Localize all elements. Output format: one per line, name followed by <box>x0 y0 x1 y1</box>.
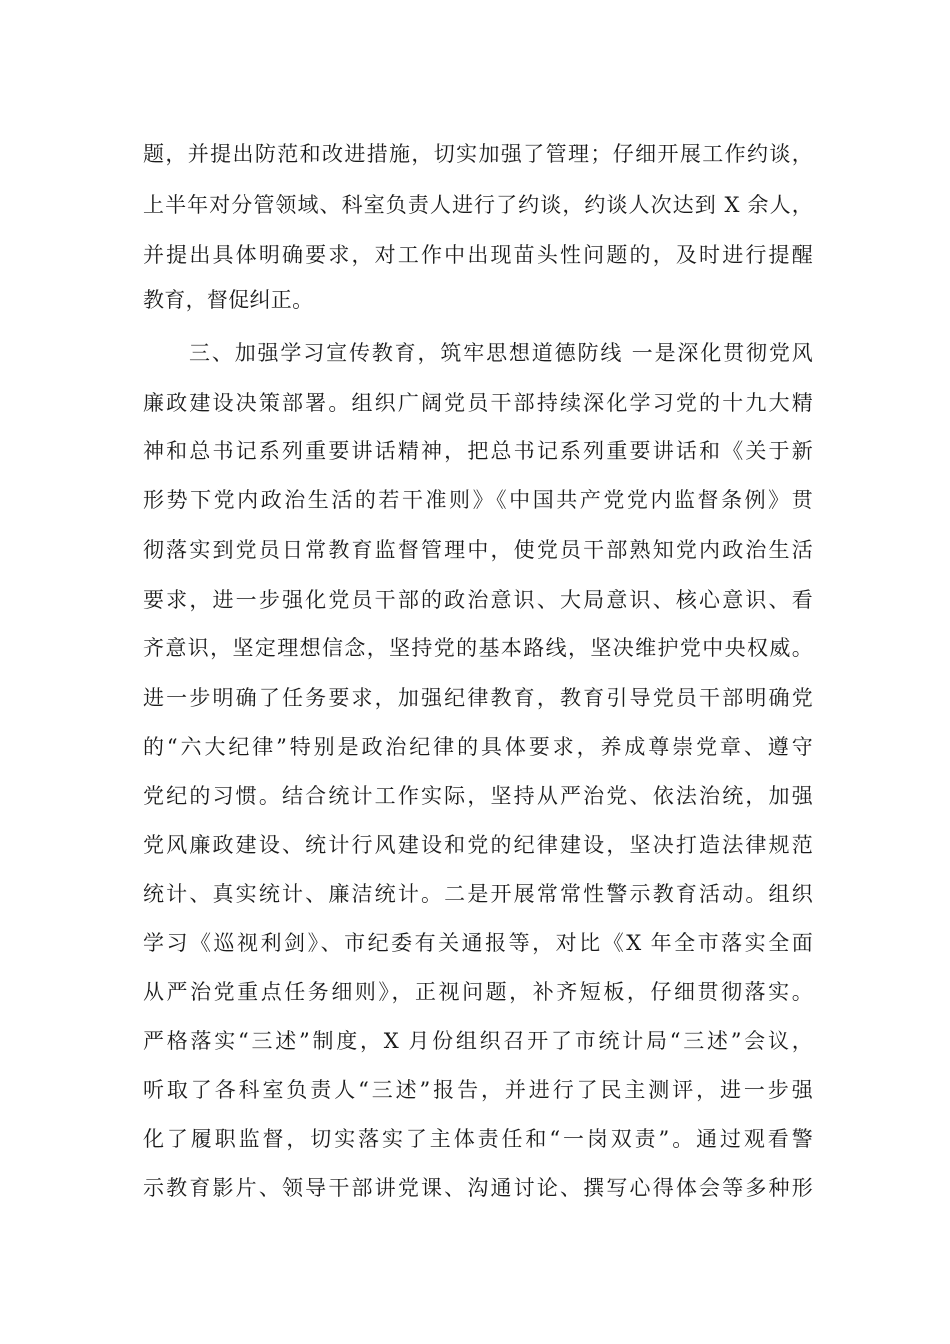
body-text-line: 统计、真实统计、廉洁统计。二是开展常常性警示教育活动。组织 <box>143 882 813 906</box>
body-text-line: 进一步明确了任务要求，加强纪律教育，教育引导党员干部明确党 <box>143 686 813 710</box>
body-text-line: 要求，进一步强化党员干部的政治意识、大局意识、核心意识、看 <box>143 588 813 612</box>
body-text-line: 学习《巡视利剑》、市纪委有关通报等，对比《X 年全市落实全面 <box>143 931 813 955</box>
section-heading-line: 三、加强学习宣传教育，筑牢思想道德防线 一是深化贯彻党风 <box>189 341 813 365</box>
body-text-line: 形势下党内政治生活的若干准则》《中国共产党党内监督条例》贯 <box>143 488 813 512</box>
body-text-line: 从严治党重点任务细则》，正视问题，补齐短板，仔细贯彻落实。 <box>143 980 813 1004</box>
body-text-line: 的“六大纪律”特别是政治纪律的具体要求，养成尊崇党章、遵守 <box>143 735 813 759</box>
body-text-line: 彻落实到党员日常教育监督管理中，使党员干部熟知党内政治生活 <box>143 538 813 562</box>
body-text-line: 上半年对分管领域、科室负责人进行了约谈，约谈人次达到 X 余人， <box>143 193 813 217</box>
body-text-line: 党风廉政建设、统计行风建设和党的纪律建设，坚决打造法律规范 <box>143 833 813 857</box>
body-text-line: 严格落实“三述”制度，X 月份组织召开了市统计局“三述”会议， <box>143 1029 813 1053</box>
body-text-line: 化了履职监督，切实落实了主体责任和“一岗双责”。通过观看警 <box>143 1127 813 1151</box>
body-text-line: 教育，督促纠正。 <box>143 288 314 312</box>
body-text-line: 齐意识，坚定理想信念，坚持党的基本路线，坚决维护党中央权威。 <box>143 636 813 660</box>
body-text-line: 并提出具体明确要求，对工作中出现苗头性问题的，及时进行提醒 <box>143 243 813 267</box>
body-text-line: 题，并提出防范和改进措施，切实加强了管理；仔细开展工作约谈， <box>143 142 813 166</box>
body-text-line: 党纪的习惯。结合统计工作实际，坚持从严治党、依法治统，加强 <box>143 784 813 808</box>
body-text-line: 示教育影片、领导干部讲党课、沟通讨论、撰写心得体会等多种形 <box>143 1176 813 1200</box>
body-text-line: 廉政建设决策部署。组织广阔党员干部持续深化学习党的十九大精 <box>143 391 813 415</box>
body-text-line: 听取了各科室负责人“三述”报告，并进行了民主测评，进一步强 <box>143 1078 813 1102</box>
body-text-line: 神和总书记系列重要讲话精神，把总书记系列重要讲话和《关于新 <box>143 439 813 463</box>
